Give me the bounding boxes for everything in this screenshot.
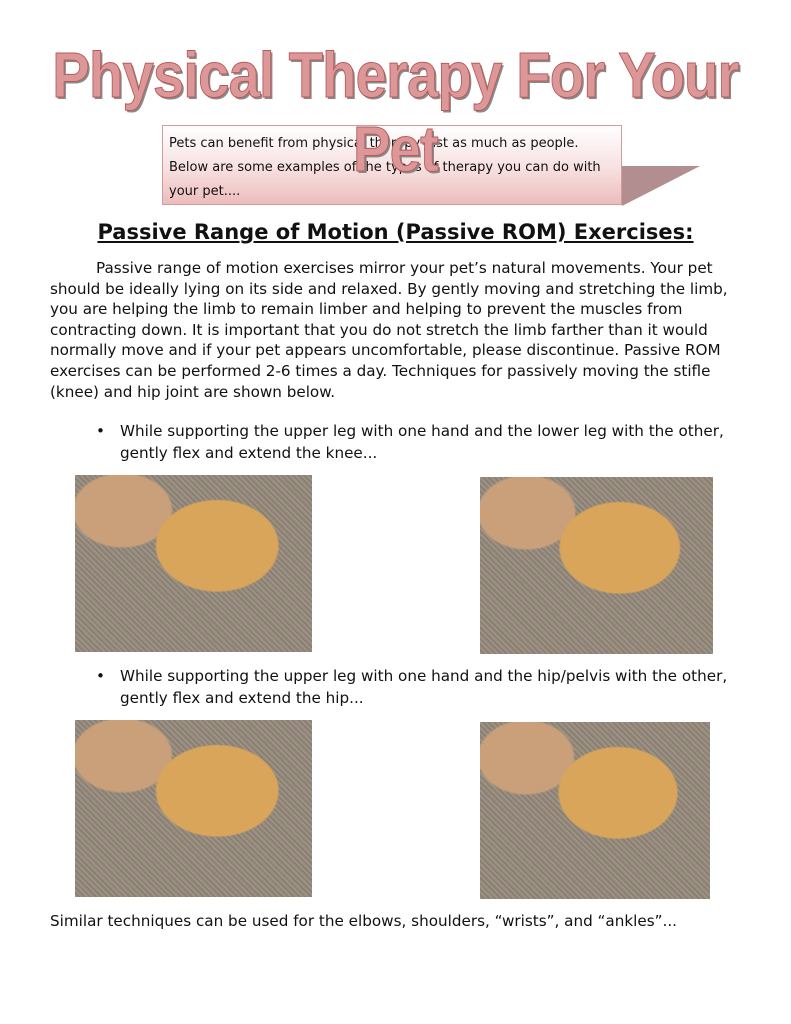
- intro-paragraph: [50, 258, 750, 402]
- page-title: Physical Therapy For Your Pet: [52, 39, 739, 185]
- bullet-icon: •: [96, 667, 105, 685]
- footer-text: Similar techniques can be used for the elbows, shoulders, “wrists”, and “ankles”...: [50, 912, 677, 930]
- bullet-knee: [96, 420, 736, 464]
- photo-knee-flex: [75, 475, 312, 652]
- section-heading: Passive Range of Motion (Passive ROM) Exercises:: [97, 220, 694, 244]
- bullet-text: While supporting the upper leg with one hand and the hip/pelvis with the other, gently flex and extend the hip...: [120, 667, 728, 707]
- bullet-hip: [96, 665, 736, 709]
- paragraph-text: Passive range of motion exercises mirror your pet’s natural movements. Your pet should be ideally lying on its side and relaxed. By gently moving and stretching the limb, you are helping the limb to remain limber and helping to prevent the muscles from contracting down. It is important that you do not stretch the limb farther than it would normally move and if your pet appears uncomfortable, please discontinue. Passive ROM exercises can be performed 2-6 times a day. Techniques for passively moving the stifle (knee) and hip joint are shown below.: [50, 259, 728, 401]
- photo-hip-flex: [75, 720, 312, 897]
- photo-knee-extend: [480, 477, 713, 654]
- intro-callout: Pets can benefit from physical therapy just as much as people. Below are some examples of the types of therapy you can do with your pet....: [162, 125, 622, 205]
- bullet-icon: •: [96, 422, 105, 440]
- photo-hip-extend: [480, 722, 710, 899]
- bullet-text: While supporting the upper leg with one hand and the lower leg with the other, gently flex and extend the knee...: [120, 422, 724, 462]
